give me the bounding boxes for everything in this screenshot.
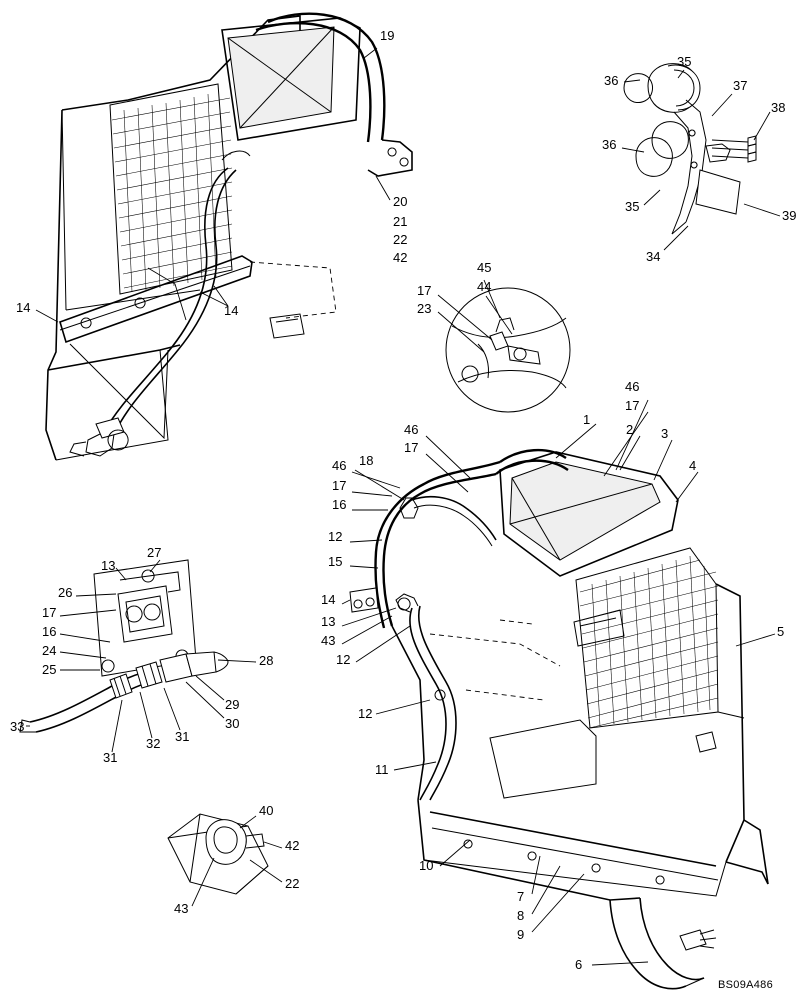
callout-12-mid: 12 — [336, 652, 351, 667]
main-cab-assembly — [342, 400, 775, 989]
callout-32: 32 — [146, 736, 161, 751]
callout-9: 9 — [517, 927, 525, 942]
callout-1: 1 — [583, 412, 591, 427]
callout-42-lower: 42 — [285, 838, 300, 853]
callout-36-lower: 36 — [602, 137, 617, 152]
callout-28: 28 — [259, 653, 274, 668]
callout-33: 33 — [10, 719, 25, 734]
callout-6: 6 — [575, 957, 583, 972]
callout-7: 7 — [517, 889, 525, 904]
callout-17-right: 17 — [625, 398, 640, 413]
callout-26: 26 — [58, 585, 73, 600]
callout-17-mid: 17 — [404, 440, 419, 455]
callout-10: 10 — [419, 858, 434, 873]
callout-16-valve: 16 — [42, 624, 57, 639]
callout-4: 4 — [689, 458, 697, 473]
callout-42-upper: 42 — [393, 250, 408, 265]
callout-13-left: 13 — [101, 558, 116, 573]
callout-44: 44 — [477, 279, 492, 294]
callout-43-right: 43 — [321, 633, 336, 648]
callout-16-left: 16 — [332, 497, 347, 512]
callout-29: 29 — [225, 697, 240, 712]
callout-21: 21 — [393, 214, 408, 229]
callout-3: 3 — [661, 426, 669, 441]
grommet-detail — [168, 814, 282, 906]
callout-19: 19 — [380, 28, 395, 43]
callout-8: 8 — [517, 908, 525, 923]
callout-36-upper: 36 — [604, 73, 619, 88]
callout-23: 23 — [417, 301, 432, 316]
callout-30: 30 — [225, 716, 240, 731]
callout-14-mid: 14 — [224, 303, 239, 318]
callout-2: 2 — [626, 422, 634, 437]
callout-22-lower: 22 — [285, 876, 300, 891]
callout-35-upper: 35 — [677, 54, 692, 69]
top-right-latch-detail — [622, 64, 780, 250]
callout-46-right: 46 — [625, 379, 640, 394]
callout-39: 39 — [782, 208, 797, 223]
callout-27: 27 — [147, 545, 162, 560]
callout-18: 18 — [359, 453, 374, 468]
callout-37: 37 — [733, 78, 748, 93]
callout-12-upper: 12 — [328, 529, 343, 544]
callout-46-left: 46 — [332, 458, 347, 473]
callout-15: 15 — [328, 554, 343, 569]
callout-22-upper: 22 — [393, 232, 408, 247]
callout-20: 20 — [393, 194, 408, 209]
top-left-cab-assembly — [36, 14, 412, 460]
callout-17-valve: 17 — [42, 605, 57, 620]
circle-detail-bracket — [438, 280, 570, 412]
figure-code: BS09A486 — [718, 979, 773, 991]
callout-17-circle: 17 — [417, 283, 432, 298]
callout-38: 38 — [771, 100, 786, 115]
callout-31-upper: 31 — [175, 729, 190, 744]
callout-24: 24 — [42, 643, 57, 658]
callout-25: 25 — [42, 662, 57, 677]
callout-45: 45 — [477, 260, 492, 275]
callout-46-mid: 46 — [404, 422, 419, 437]
callout-34: 34 — [646, 249, 661, 264]
callout-43-lower: 43 — [174, 901, 189, 916]
callout-35-lower: 35 — [625, 199, 640, 214]
callout-14-right: 14 — [321, 592, 336, 607]
callout-14-left: 14 — [16, 300, 31, 315]
callout-31-lower: 31 — [103, 750, 118, 765]
callout-17-left: 17 — [332, 478, 347, 493]
callout-13-right: 13 — [321, 614, 336, 629]
callout-5: 5 — [777, 624, 785, 639]
callout-11: 11 — [375, 762, 389, 777]
callout-12-lower: 12 — [358, 706, 373, 721]
callout-40: 40 — [259, 803, 274, 818]
